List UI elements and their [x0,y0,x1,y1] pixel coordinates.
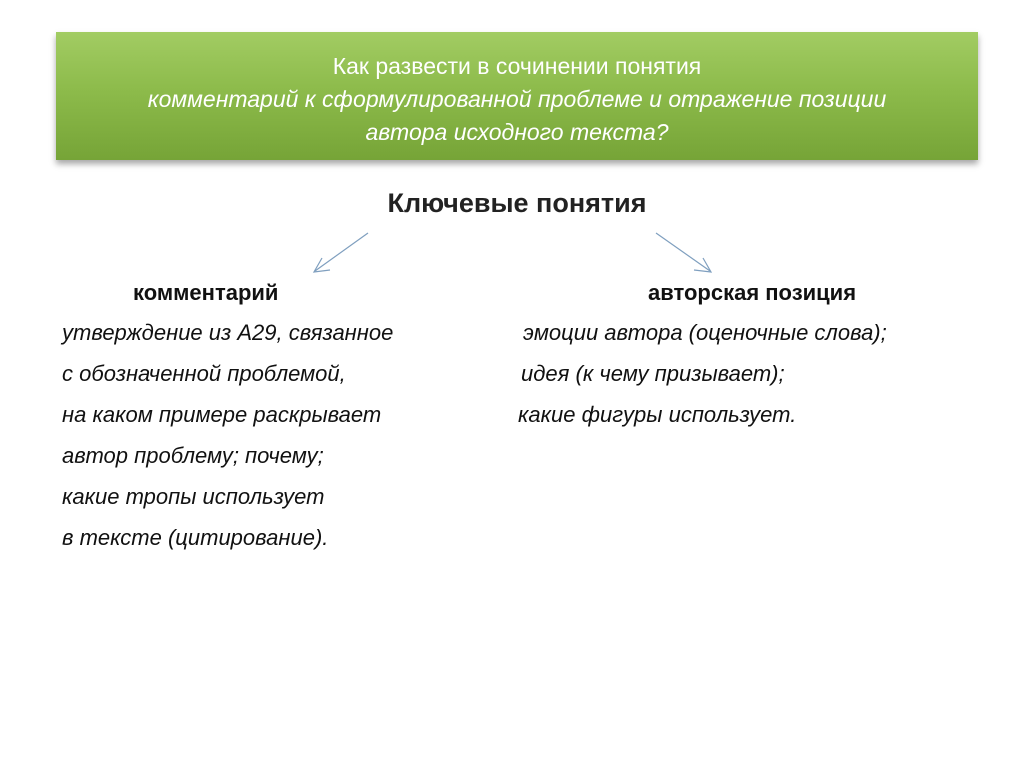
left-column-heading: комментарий [133,280,279,305]
key-concepts-heading: Ключевые понятия [387,188,647,218]
left-line-5: какие тропы использует [62,484,325,509]
title-line-3: автора исходного текста? [365,119,669,145]
right-line-1: эмоции автора (оценочные слова); [523,320,887,345]
right-column-heading: авторская позиция [648,280,857,305]
right-arrow-icon [656,233,710,271]
left-line-2: с обозначенной проблемой, [62,361,346,386]
right-line-2: идея (к чему призывает); [521,361,785,386]
title-banner [56,32,978,160]
right-arrowhead-icon [694,258,711,272]
left-arrow-icon [315,233,368,271]
right-line-3: какие фигуры использует. [518,402,797,427]
left-line-6: в тексте (цитирование). [62,525,329,550]
left-line-1: утверждение из А29, связанное [62,320,394,345]
title-line-1: Как развести в сочинении понятия [332,53,702,79]
left-line-3: на каком примере раскрывает [62,402,382,427]
title-line-2: комментарий к сформулированной проблеме и отражение позиции [147,86,887,112]
left-line-4: автор проблему; почему; [62,443,324,468]
left-arrowhead-icon [314,258,330,272]
